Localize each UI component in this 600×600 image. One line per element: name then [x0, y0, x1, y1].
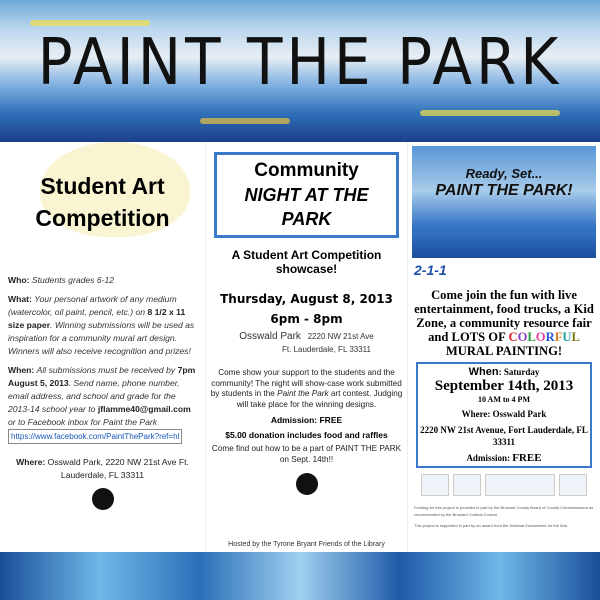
- sponsor-logos: [408, 474, 600, 500]
- nea-note: This project is supported in part by an award from the National Endowment for the Arts.: [414, 523, 569, 528]
- colorful-letter: C: [508, 330, 518, 344]
- title-night: NIGHT AT THE PARK: [244, 185, 369, 229]
- ready-set-image: Ready, Set... PAINT THE PARK!: [412, 146, 596, 258]
- colorful-word: [508, 330, 579, 344]
- banner-title: PAINT THE PARK: [37, 24, 563, 100]
- colorful-letter: R: [545, 330, 555, 344]
- event-address: Osswald Park 2220 NW 21st Ave Ft. Lauderdale, FL 33311: [239, 331, 374, 354]
- paint-the-park-logo: [92, 488, 114, 510]
- email-link[interactable]: jflamme40@gmail.com: [97, 404, 191, 414]
- colorful-letter: U: [562, 330, 572, 344]
- host: Hosted by the Tyrone Bryant Friends of the Library: [228, 541, 385, 548]
- colorful-letter: F: [554, 330, 563, 344]
- festival-where: Where: Osswald Park: [461, 409, 547, 419]
- festival-date: September 14th, 2013: [434, 378, 574, 394]
- festival-when: When: Saturday: [468, 366, 540, 378]
- paint-the-park-column: [408, 142, 600, 552]
- bottom-water-strip: [0, 552, 600, 600]
- colorful-letter: L: [527, 330, 536, 344]
- where: Where: Osswald Park, 2220 NW 21st Ave Ft. Lauderdale, FL 33311: [16, 457, 189, 480]
- student-art-column: [0, 142, 205, 552]
- when: When: All submissions must be received by 7pm August 5, 2013. Send name, phone number, email address, and school and grade for the 2013-14 school year to jflamme40@gmail.com or to Facebook inbox for Paint the Park https://www.facebook.com/PaintThePark?ref=hl: [8, 364, 197, 444]
- subtitle: A Student Art Competition showcase!: [231, 248, 382, 276]
- donation: $5.00 donation includes food and raffles: [225, 430, 388, 440]
- colorful-letter: L: [571, 330, 580, 344]
- when-box: [416, 362, 592, 468]
- festival-address: 2220 NW 21st Avenue, Fort Lauderdale, FL 33311: [420, 425, 588, 447]
- banner: [0, 0, 600, 142]
- funding-note: Funding for this project is provided in part by the Broward County Board of County Commissioners as recommended by the Broward Cultural Council.: [414, 505, 594, 517]
- admission: Admission: FREE: [270, 415, 343, 425]
- festival-admission: Admission: FREE: [466, 452, 542, 464]
- colorful-letter: O: [517, 330, 528, 344]
- title-community: Community: [254, 160, 359, 181]
- title-box: [214, 152, 399, 238]
- 211-logo: 2-1-1: [414, 262, 447, 278]
- community-night-column: [205, 142, 408, 552]
- what: What: Your personal artwork of any medium (watercolor, oil paint, pencil, etc.) on 8 1/2 x 11 size paper. Winning submissions will be used as inspiration for a community mural art design. Winners will also receive recognition and prizes!: [8, 294, 195, 356]
- facebook-link[interactable]: https://www.facebook.com/PaintThePark?ref=hl: [8, 429, 182, 444]
- festival-time: 10 AM to 4 PM: [478, 395, 530, 404]
- student-art-heading: Student Art Competition: [35, 173, 170, 231]
- event-date: Thursday, August 8, 2013: [220, 292, 393, 306]
- who: Who: Students grades 6-12: [8, 275, 115, 285]
- library-logo: [296, 473, 318, 495]
- event-description: Come show your support to the students and the community! The night will show-case work submitted by students in the Paint the Park art contest. Judging will take place for the winning designs.: [210, 368, 403, 409]
- colorful-letter: O: [535, 330, 546, 344]
- find-out: Come find out how to be a part of PAINT THE PARK on Sept. 14th!!: [211, 444, 402, 464]
- invite-text: Come join the fun with live entertainment, food trucks, a Kid Zone, a community resource fair and LOTS OF COLORFUL MURAL PAINTING!: [414, 288, 594, 358]
- event-time: 6pm - 8pm: [270, 312, 343, 326]
